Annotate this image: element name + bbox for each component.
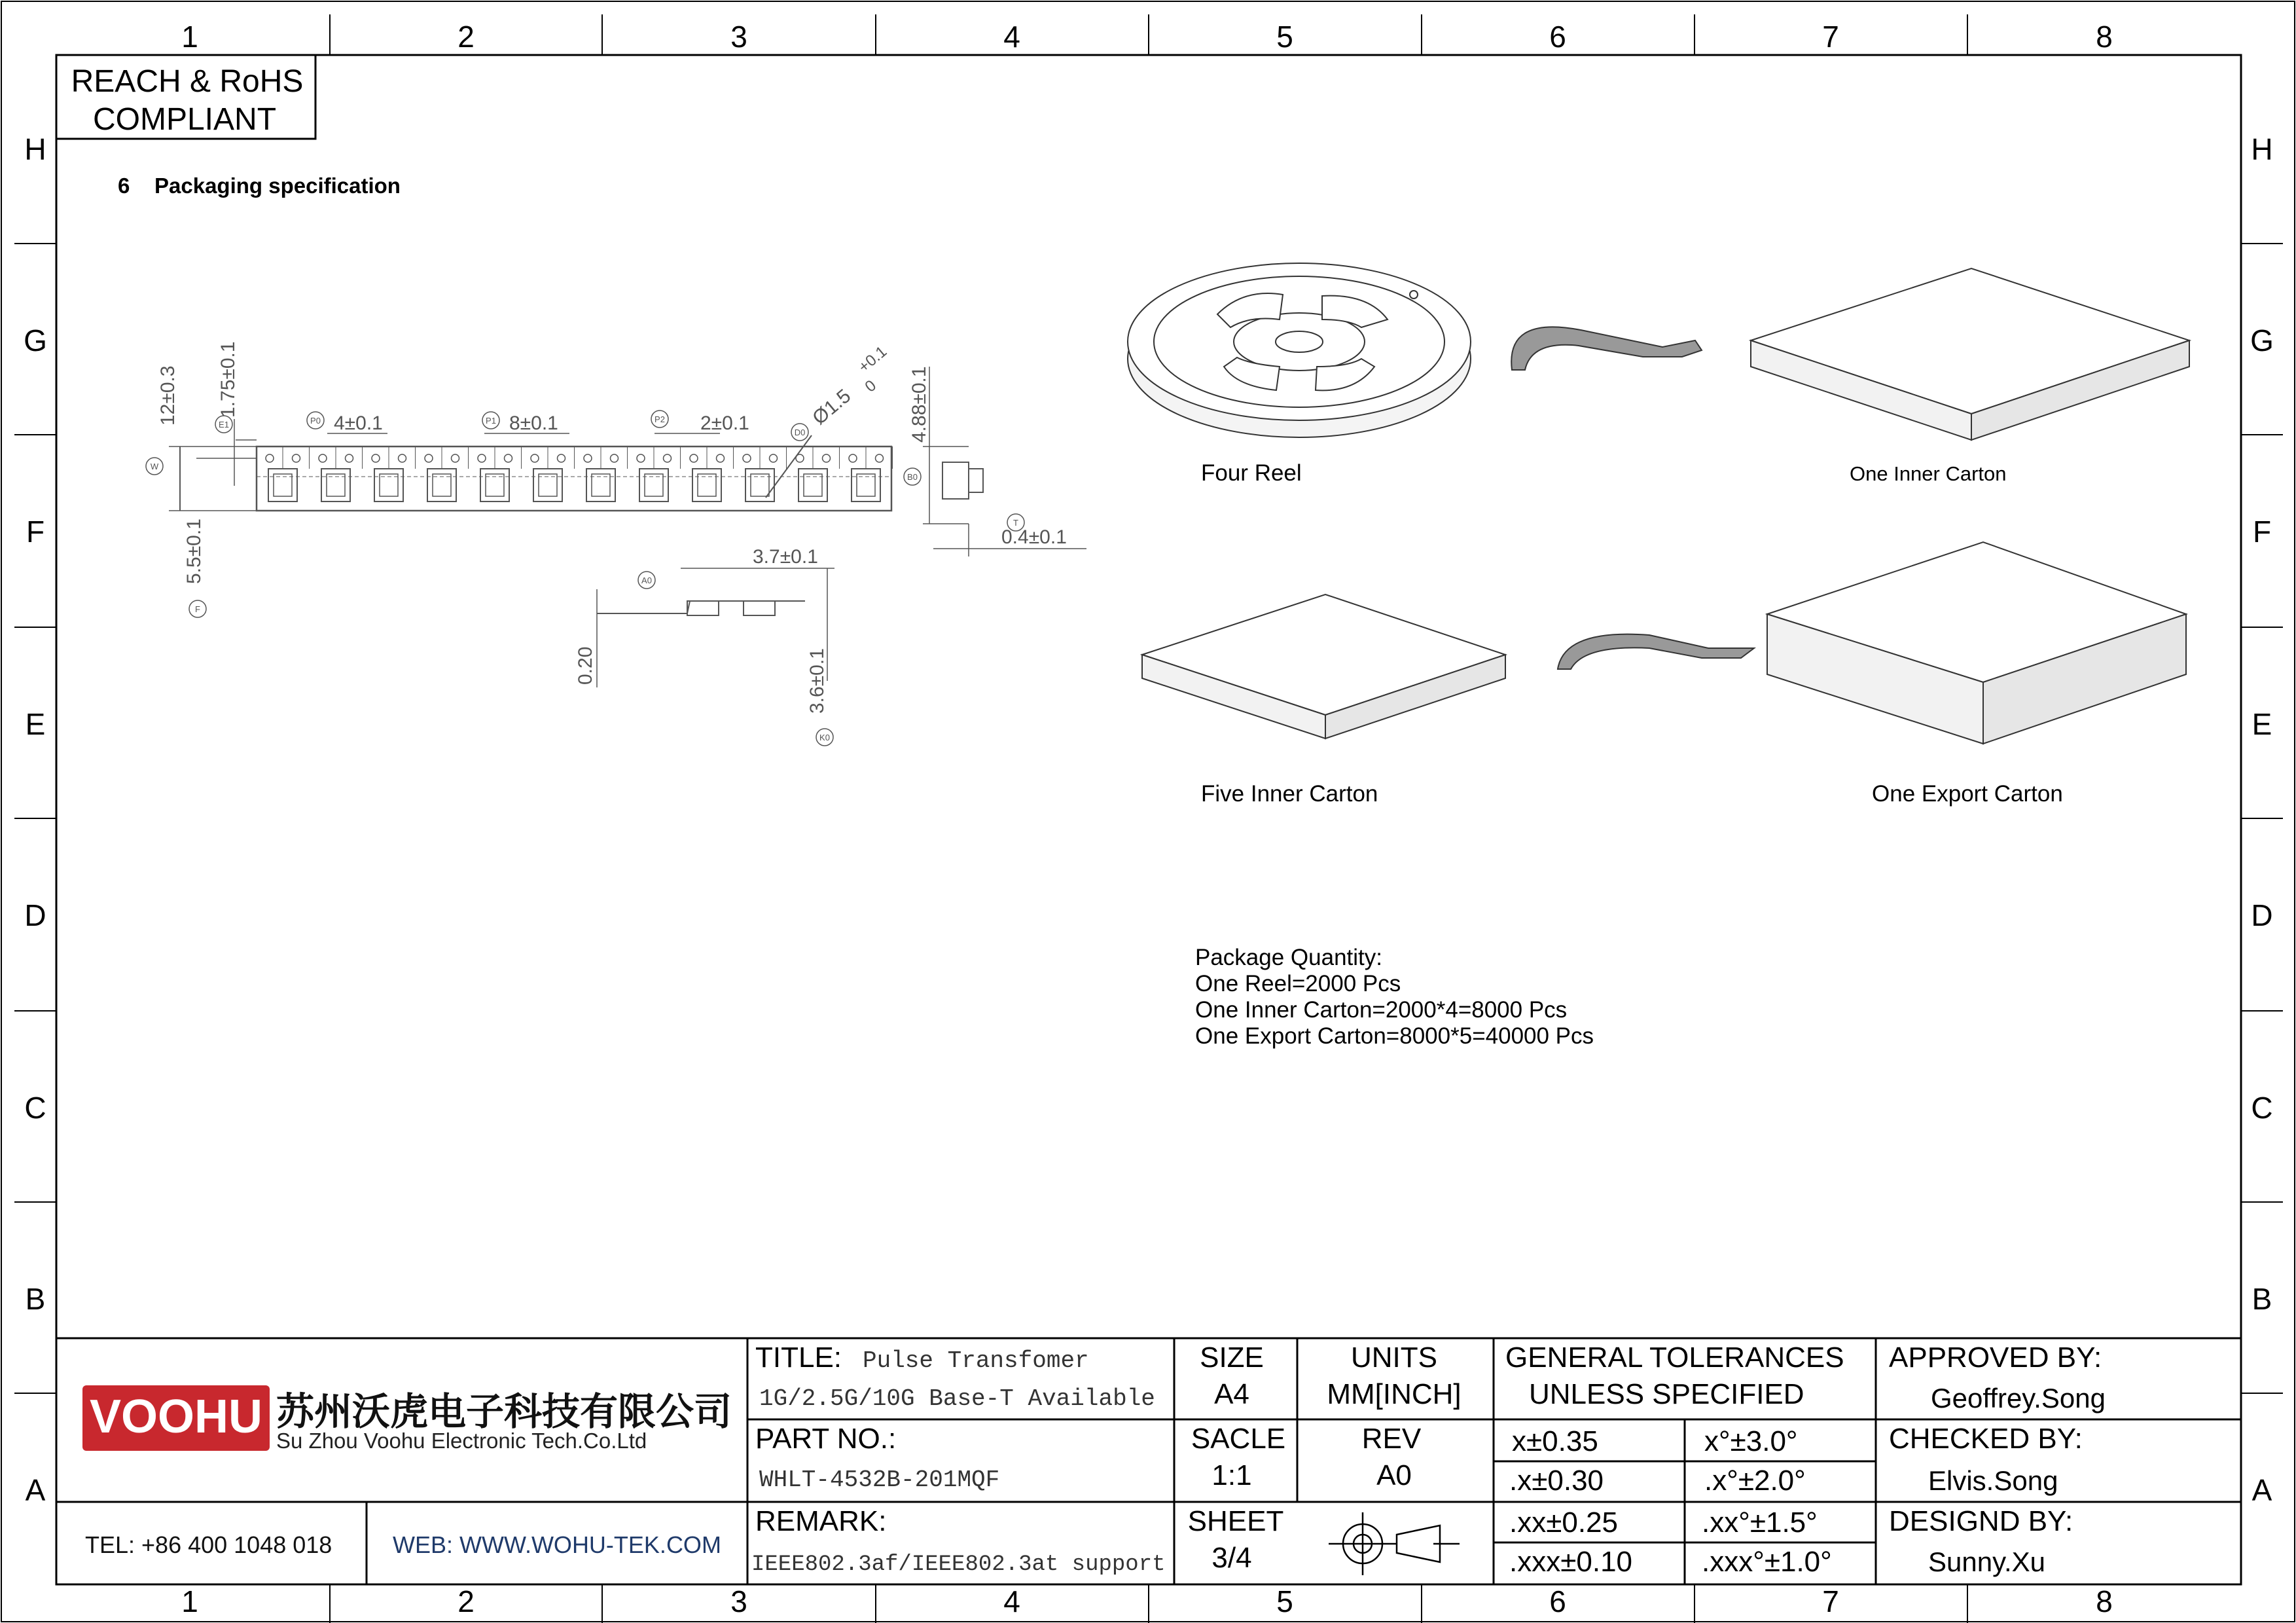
sprocket-hole: [452, 454, 459, 462]
callout-letters: [151, 414, 1018, 742]
col-label: 6: [1549, 20, 1566, 54]
callout-p2-label: P2: [655, 414, 665, 424]
sprocket-hole: [743, 454, 751, 462]
row-label: G: [24, 323, 47, 357]
title-label: TITLE:: [755, 1341, 842, 1374]
tape-pockets: [268, 469, 880, 501]
tape-pocket-inner: [539, 474, 557, 496]
tape-pocket-inner: [380, 474, 398, 496]
tol-heading-2: UNLESS SPECIFIED: [1529, 1378, 1804, 1410]
col-label: 3: [730, 20, 747, 54]
row-label: C: [24, 1091, 46, 1125]
row-label: E: [25, 707, 46, 741]
company-logo: [82, 1385, 270, 1451]
tape-pocket-inner: [327, 474, 345, 496]
checked-value: Elvis.Song: [1928, 1465, 2058, 1496]
col-label: 4: [1003, 20, 1020, 54]
sprocket-hole: [690, 454, 698, 462]
units-label: UNITS: [1351, 1341, 1437, 1374]
row-label: B: [2251, 1282, 2272, 1316]
units-value: MM[INCH]: [1327, 1378, 1462, 1410]
callout-a0-label: A0: [641, 575, 652, 585]
dim-d0: Ø1.5: [808, 385, 855, 429]
sprocket-hole: [266, 454, 274, 462]
dim-w: 12±0.3: [157, 365, 179, 426]
tape-pocket-inner: [433, 474, 451, 496]
callout-d0-label: D0: [794, 428, 806, 437]
col-label: 3: [730, 1584, 747, 1618]
row-label: A: [25, 1473, 46, 1507]
approved-value: Geoffrey.Song: [1931, 1383, 2106, 1413]
company-name-en: Su Zhou Voohu Electronic Tech.Co.Ltd: [276, 1429, 647, 1453]
third-angle-projection-icon: [1329, 1512, 1460, 1575]
sprocket-hole: [399, 454, 406, 462]
compliance-line-1: REACH & RoHS: [71, 64, 304, 99]
tol-linear: x±0.35: [1512, 1425, 1598, 1457]
tape-pocket-inner: [486, 474, 504, 496]
callout-w-label: W: [150, 462, 159, 471]
tape-pocket-inner: [751, 474, 769, 496]
sprocket-hole: [293, 454, 300, 462]
scale-value: 1:1: [1211, 1459, 1252, 1491]
title-value: Pulse Transfomer: [863, 1347, 1089, 1374]
sprocket-hole: [558, 454, 565, 462]
dim-k0: 3.6±0.1: [806, 648, 828, 714]
sprocket-hole: [505, 454, 512, 462]
row-label: B: [25, 1282, 46, 1316]
zone-ticks: [14, 14, 2283, 1623]
five-inner-carton-illustration: [1142, 594, 1505, 739]
part-label: PART NO.:: [755, 1423, 897, 1455]
label-one-export-carton: One Export Carton: [1872, 781, 2063, 807]
title-value-2: 1G/2.5G/10G Base-T Available: [759, 1385, 1155, 1412]
sprocket-hole: [319, 454, 327, 462]
arrow-icon: [1511, 327, 1702, 370]
reel-illustration: [1128, 263, 1471, 437]
col-label: 8: [2096, 1584, 2113, 1618]
callout-p1-label: P1: [486, 416, 496, 426]
label-five-inner-carton: Five Inner Carton: [1201, 781, 1378, 807]
dim-p2: 2±0.1: [700, 412, 749, 434]
col-label: 1: [181, 1584, 198, 1618]
quantity-heading: Package Quantity:: [1195, 945, 1382, 970]
outer-border: [1, 1, 2295, 1622]
tol-heading-1: GENERAL TOLERANCES: [1505, 1341, 1844, 1374]
callout-f-label: F: [195, 604, 200, 614]
tape-pocket-inner: [645, 474, 663, 496]
quantity-line: One Reel=2000 Pcs: [1195, 971, 1401, 996]
designed-label: DESIGND BY:: [1889, 1505, 2073, 1537]
designed-value: Sunny.Xu: [1928, 1546, 2046, 1577]
dim-p1: 8±0.1: [509, 412, 558, 434]
row-labels-right: [2250, 132, 2274, 1507]
dim-p0: 4±0.1: [334, 412, 383, 434]
sprocket-hole: [664, 454, 672, 462]
tol-linear: .x±0.30: [1509, 1465, 1604, 1497]
section-title: Packaging specification: [154, 173, 401, 198]
sprocket-hole: [478, 454, 486, 462]
compliance-box: [56, 55, 315, 139]
checked-label: CHECKED BY:: [1889, 1423, 2083, 1455]
col-label: 6: [1549, 1584, 1566, 1618]
sprocket-hole: [876, 454, 884, 462]
dim-d0-tol-top: +0.1: [855, 342, 891, 376]
size-label: SIZE: [1200, 1341, 1264, 1374]
column-labels-bottom: [181, 1584, 2113, 1618]
col-label: 7: [1822, 20, 1839, 54]
sprocket-hole: [611, 454, 619, 462]
sprocket-hole: [823, 454, 831, 462]
tape-pocket-inner: [857, 474, 875, 496]
size-value: A4: [1214, 1378, 1249, 1410]
title-block: [56, 1338, 2241, 1584]
company-tel: TEL: +86 400 1048 018: [85, 1531, 332, 1558]
tol-angular: .xxx°±1.0°: [1702, 1546, 1832, 1578]
title-cells: [751, 1341, 1166, 1577]
sprocket-hole: [717, 454, 725, 462]
sprocket-hole: [770, 454, 778, 462]
sprocket-hole: [372, 454, 380, 462]
sheet-value: 3/4: [1211, 1542, 1252, 1574]
callout-e1-label: E1: [219, 420, 229, 429]
sprocket-holes: [266, 447, 893, 469]
dim-b0: 4.88±0.1: [908, 366, 930, 443]
row-label: E: [2251, 707, 2272, 741]
row-label: D: [24, 898, 46, 932]
inner-carton-illustration: [1751, 268, 2189, 440]
row-label: H: [24, 132, 46, 166]
rev-label: REV: [1361, 1423, 1422, 1455]
col-label: 2: [457, 1584, 475, 1618]
row-label: F: [26, 515, 45, 549]
sprocket-hole: [531, 454, 539, 462]
col-label: 8: [2096, 20, 2113, 54]
col-label: 5: [1276, 20, 1293, 54]
dim-e1: 1.75±0.1: [217, 341, 239, 418]
row-label: H: [2251, 132, 2273, 166]
arrow-icon: [1558, 634, 1754, 669]
section-number: 6: [118, 173, 130, 198]
col-label: 5: [1276, 1584, 1293, 1618]
col-label: 1: [181, 20, 198, 54]
tape-pocket-inner: [592, 474, 610, 496]
tape-pocket-inner: [274, 474, 292, 496]
tol-angular: x°±3.0°: [1704, 1425, 1798, 1457]
row-label: C: [2251, 1091, 2273, 1125]
sprocket-hole: [425, 454, 433, 462]
col-label: 2: [457, 20, 475, 54]
callout-b0-label: B0: [907, 472, 918, 482]
export-carton-illustration: [1767, 542, 2186, 744]
logo-text: VOOHU: [89, 1391, 263, 1443]
dim-d0-tol-bot: 0: [861, 376, 880, 396]
remark-value: IEEE802.3af/IEEE802.3at support: [751, 1552, 1166, 1577]
callout-t-label: T: [1013, 518, 1018, 528]
column-labels-top: [181, 20, 2113, 54]
label-one-inner-carton: One Inner Carton: [1850, 462, 2007, 485]
company-name-cn: 苏州沃虎电子科技有限公司: [276, 1391, 732, 1433]
dim-f: 5.5±0.1: [183, 519, 205, 584]
quantity-line: One Inner Carton=2000*4=8000 Pcs: [1195, 997, 1568, 1023]
remark-label: REMARK:: [755, 1505, 887, 1537]
row-label: A: [2251, 1473, 2272, 1507]
row-labels-left: [24, 132, 47, 1507]
size-scale-sheet: [1188, 1341, 1462, 1574]
scale-label: SACLE: [1191, 1423, 1286, 1455]
row-label: D: [2251, 898, 2273, 932]
dim-a0: 3.7±0.1: [753, 546, 818, 568]
company-web: WEB: WWW.WOHU-TEK.COM: [393, 1531, 721, 1558]
sprocket-hole: [637, 454, 645, 462]
label-four-reel: Four Reel: [1201, 460, 1302, 486]
tape-pocket-inner: [804, 474, 822, 496]
callout-k0-label: K0: [819, 733, 830, 742]
col-label: 4: [1003, 1584, 1020, 1618]
sheet-label: SHEET: [1187, 1505, 1284, 1537]
tape-pocket-inner: [698, 474, 716, 496]
rev-value: A0: [1376, 1459, 1412, 1491]
dim-t: 0.4±0.1: [1001, 526, 1067, 548]
package-quantity: [1195, 945, 1594, 1049]
callout-p0-label: P0: [310, 416, 321, 426]
compliance-line-2: COMPLIANT: [92, 102, 277, 137]
sprocket-hole: [346, 454, 353, 462]
row-label: F: [2252, 515, 2272, 549]
carrier-tape-drawing: [169, 367, 1086, 687]
tol-angular: .xx°±1.5°: [1702, 1506, 1818, 1539]
col-label: 7: [1822, 1584, 1839, 1618]
approvals: [1889, 1341, 2106, 1577]
quantity-line: One Export Carton=8000*5=40000 Pcs: [1195, 1023, 1594, 1049]
part-value: WHLT-4532B-201MQF: [759, 1467, 1000, 1493]
row-label: G: [2250, 323, 2274, 357]
tol-linear: .xxx±0.10: [1509, 1546, 1633, 1578]
approved-label: APPROVED BY:: [1889, 1341, 2102, 1374]
tol-linear: .xx±0.25: [1509, 1506, 1619, 1539]
sprocket-hole: [849, 454, 857, 462]
dim-k: 0.20: [575, 646, 596, 685]
sprocket-hole: [584, 454, 592, 462]
tol-angular: .x°±2.0°: [1704, 1465, 1806, 1497]
tape-dimension-labels: [157, 341, 1067, 714]
